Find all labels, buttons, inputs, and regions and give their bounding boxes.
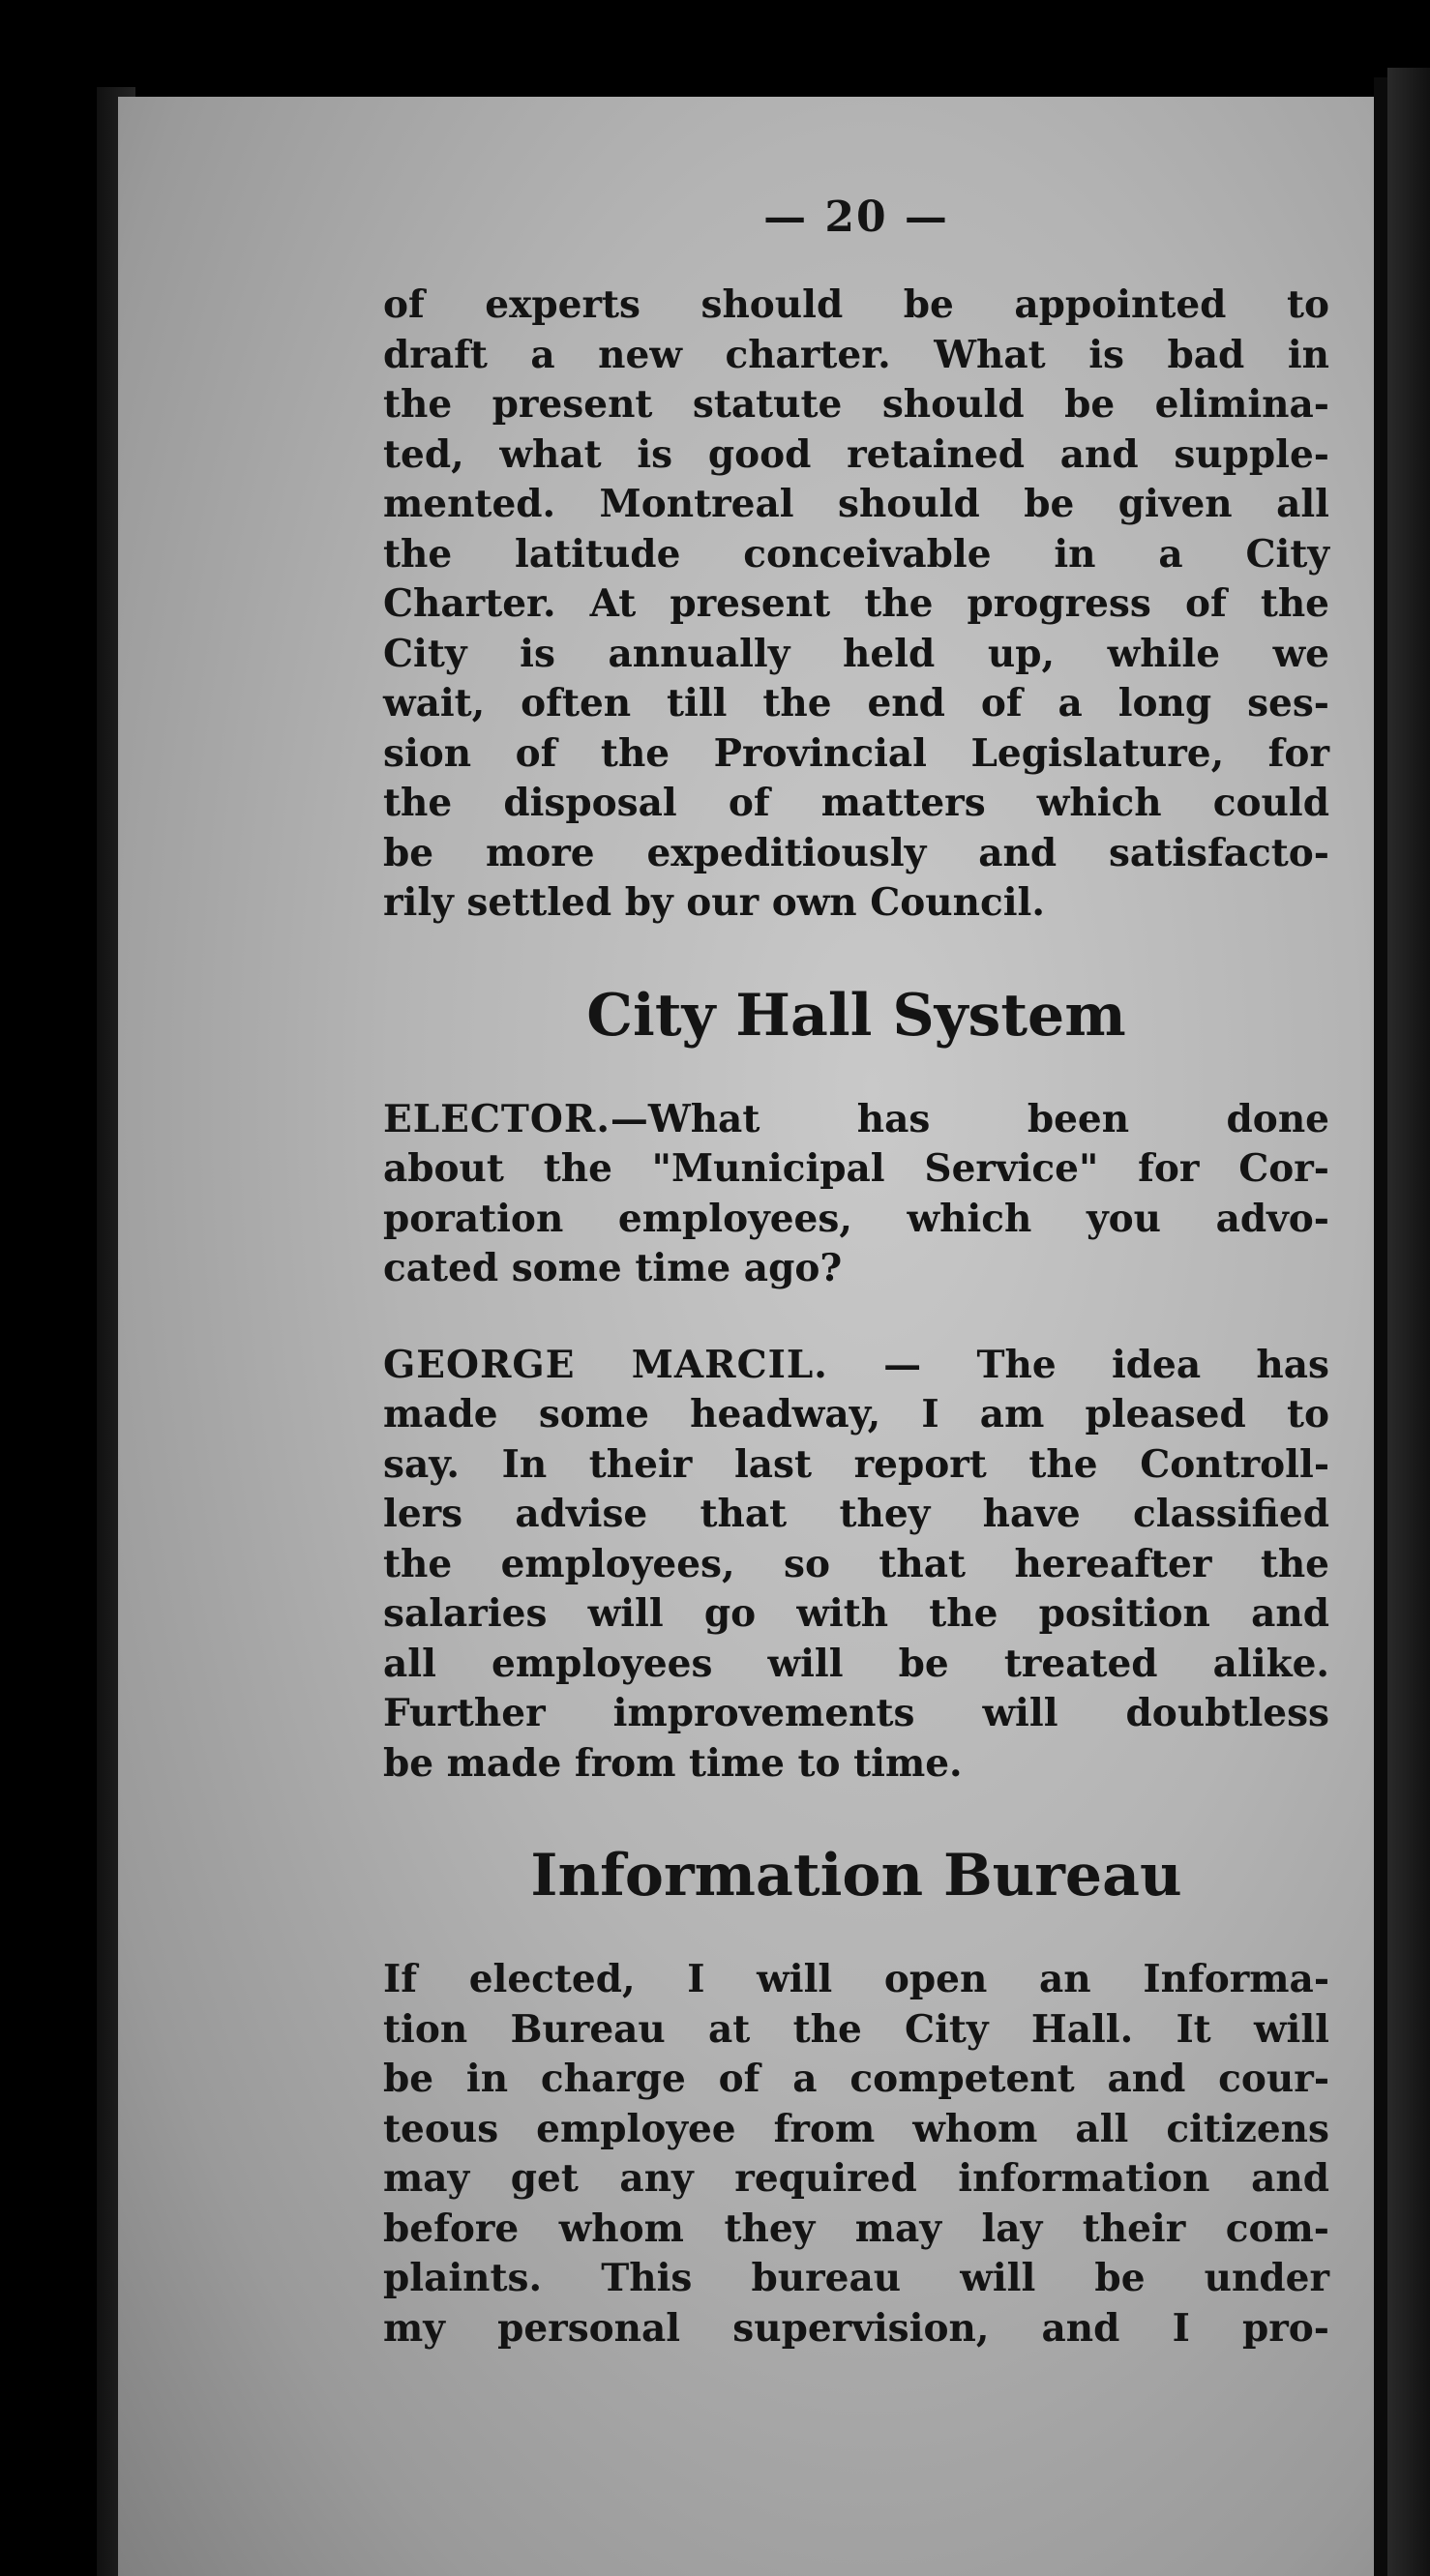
text-line bbox=[383, 1341, 1329, 1391]
section-heading-city-hall-system: City Hall System bbox=[586, 981, 1126, 1050]
text-line: be in charge of a competent and cour- bbox=[383, 2057, 1329, 2101]
text-line: my personal supervision, and I pro- bbox=[383, 2305, 1329, 2351]
text-line: about the "Municipal Service" for Cor- bbox=[383, 1146, 1329, 1191]
page-edge bbox=[1374, 77, 1387, 2576]
text-line: mented. Montreal should be given all bbox=[383, 482, 1329, 526]
adjacent-page-strip bbox=[1387, 68, 1430, 2576]
text-line: Charter. At present the progress of the bbox=[383, 581, 1329, 626]
text-line: the employees, so that hereafter the bbox=[383, 1541, 1329, 1586]
text-line: Further improvements will doubtless bbox=[383, 1691, 1329, 1735]
speaker-george-marcil: GEORGE MARCIL. bbox=[383, 1342, 828, 1387]
text-line: lers advise that they have classified bbox=[383, 1492, 1329, 1536]
paragraph-information-bureau bbox=[383, 1955, 1329, 2354]
page-number: — 20 — bbox=[763, 192, 949, 242]
speaker-elector: ELECTOR. bbox=[383, 1096, 611, 1141]
paragraph-elector-question bbox=[383, 1095, 1329, 1294]
text-line: may get any required information and bbox=[383, 2156, 1329, 2201]
text-column bbox=[383, 193, 1329, 2354]
paragraph-gap bbox=[383, 1294, 1329, 1341]
text-line: be made from time to time. bbox=[383, 1740, 963, 1786]
text-line: draft a new charter. What is bad in bbox=[383, 332, 1329, 377]
paragraph-marcil-answer bbox=[383, 1341, 1329, 1790]
question-text: —What has been done bbox=[610, 1096, 1329, 1141]
text-line: the disposal of matters which could bbox=[383, 781, 1329, 825]
text-line: cated some time ago? bbox=[383, 1246, 843, 1290]
text-line: be more expeditiously and satisfacto- bbox=[383, 830, 1329, 875]
text-line: City is annually held up, while we bbox=[383, 631, 1329, 676]
text-line: wait, often till the end of a long ses- bbox=[383, 681, 1329, 725]
text-line: If elected, I will open an Informa- bbox=[383, 1957, 1329, 2001]
section-heading-information-bureau: Information Bureau bbox=[530, 1842, 1182, 1910]
text-line: salaries will go with the position and bbox=[383, 1591, 1329, 1636]
text-line: of experts should be appointed to bbox=[383, 282, 1329, 327]
text-line: rily settled by our own Council. bbox=[383, 880, 1045, 925]
paragraph-charter bbox=[383, 281, 1329, 929]
text-line: the present statute should be elimina- bbox=[383, 382, 1329, 427]
answer-text: — The idea has bbox=[827, 1342, 1329, 1387]
text-line: made some headway, I am pleased to bbox=[383, 1392, 1329, 1436]
text-line: poration employees, which you advo- bbox=[383, 1196, 1329, 1241]
text-line: the latitude conceivable in a City bbox=[383, 531, 1329, 577]
text-line: say. In their last report the Controll- bbox=[383, 1441, 1329, 1487]
text-line: teous employee from whom all citizens bbox=[383, 2106, 1329, 2151]
text-line: tion Bureau at the City Hall. It will bbox=[383, 2006, 1329, 2052]
text-line: before whom they may lay their com- bbox=[383, 2206, 1329, 2251]
text-line: all employees will be treated alike. bbox=[383, 1641, 1329, 1686]
text-line: sion of the Provincial Legislature, for bbox=[383, 730, 1329, 776]
text-line bbox=[383, 1095, 1329, 1145]
text-line: ted, what is good retained and supple- bbox=[383, 431, 1329, 477]
text-line: plaints. This bureau will be under bbox=[383, 2256, 1329, 2300]
